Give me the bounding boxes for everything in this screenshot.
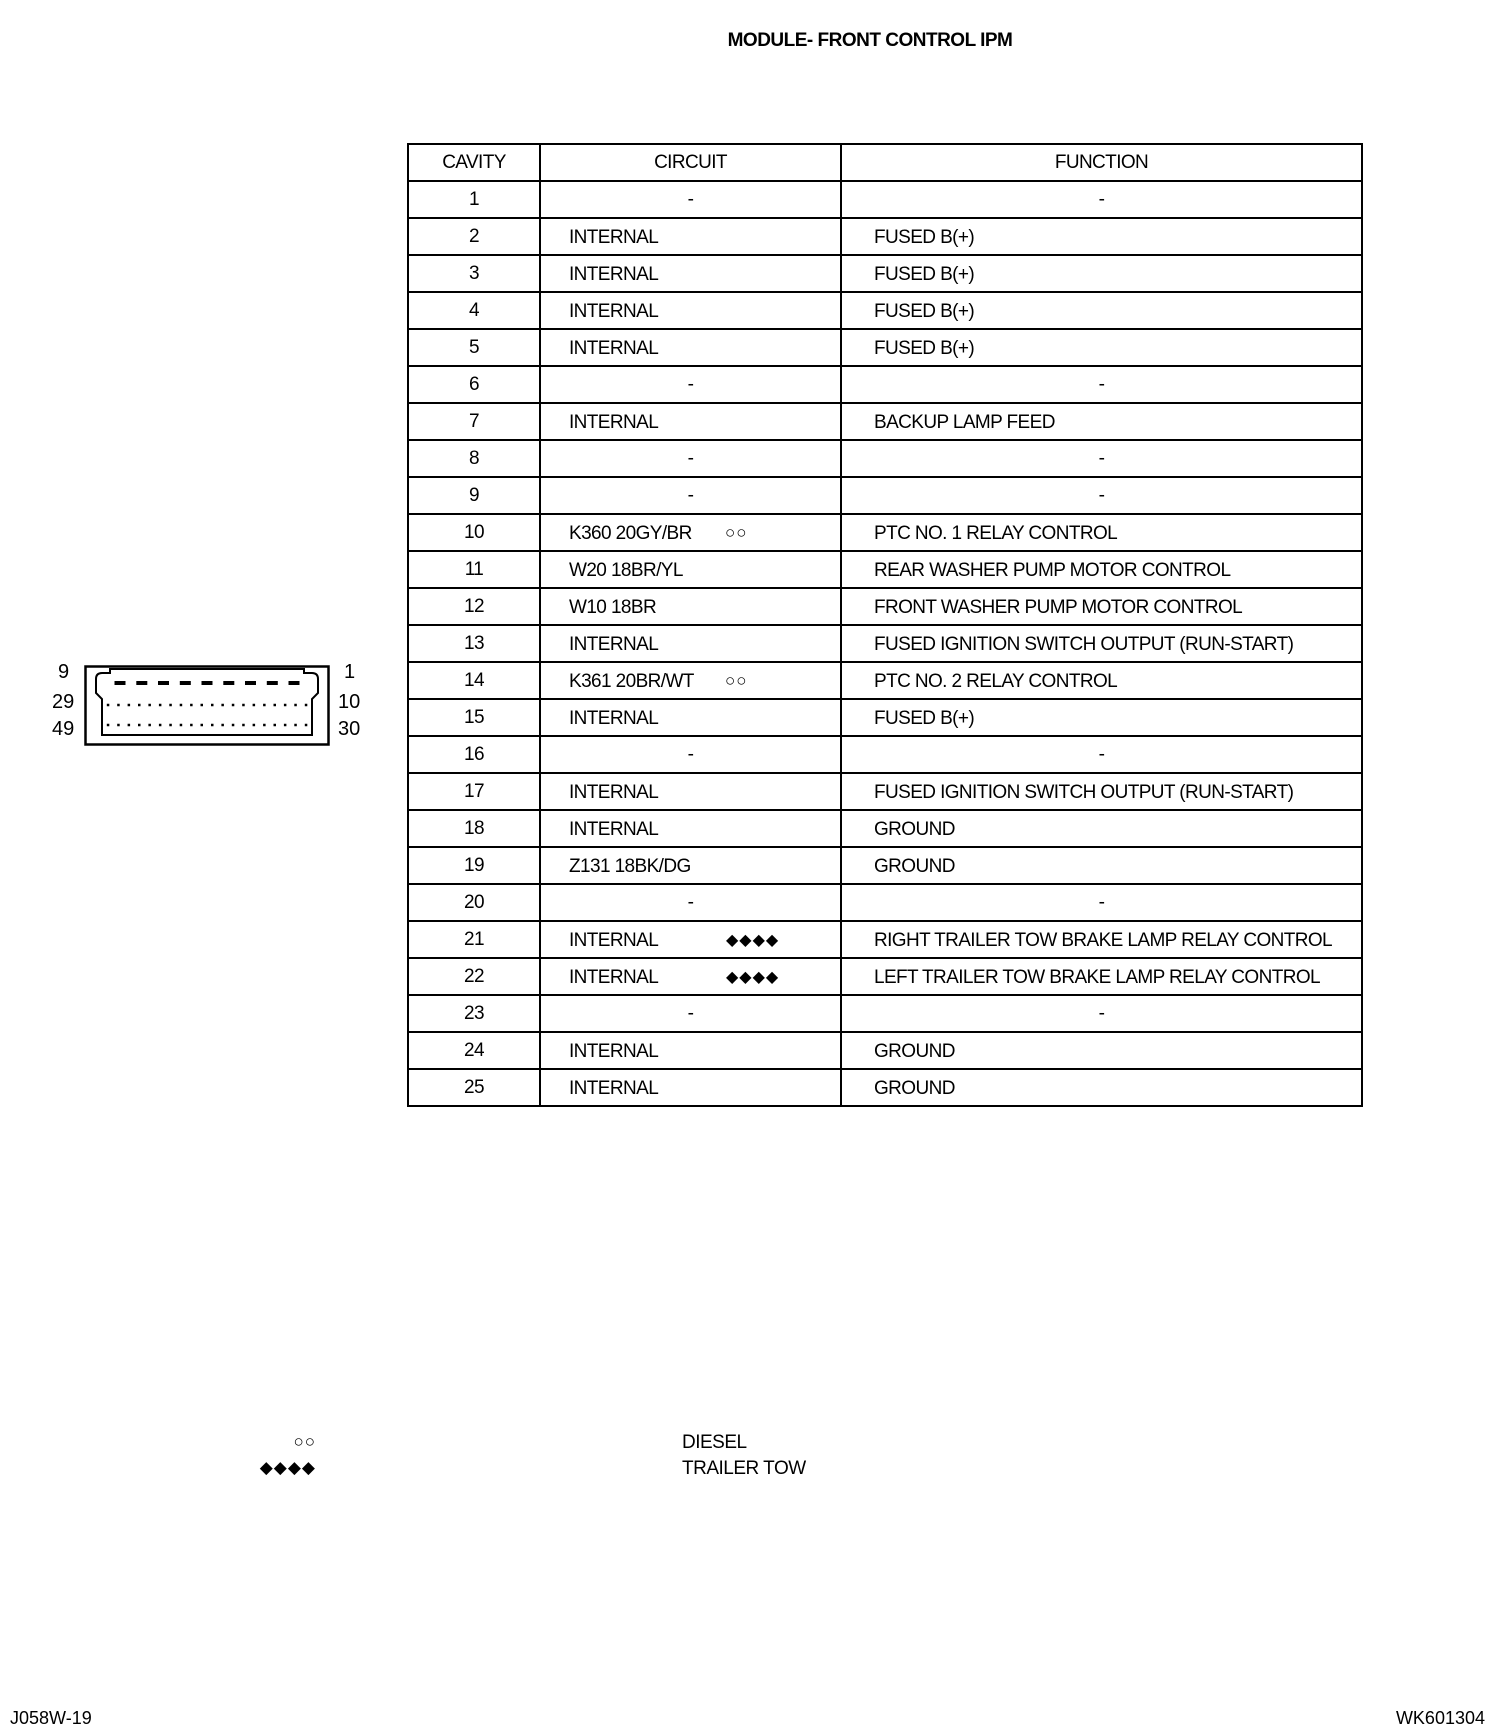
cavity-cell: 6 (408, 366, 540, 403)
circuit-text: INTERNAL (569, 708, 659, 729)
circuit-cell (540, 625, 841, 662)
table-row (408, 255, 1362, 292)
circuit-text: INTERNAL (569, 227, 659, 248)
circuit-cell: - (540, 477, 841, 514)
function-cell (841, 551, 1362, 588)
connector-pin (169, 704, 172, 707)
connector-pin (223, 681, 234, 685)
connector-pin (159, 704, 162, 707)
circuit-text: INTERNAL (569, 819, 659, 840)
connector-face (84, 665, 330, 747)
cavity-cell: 5 (408, 329, 540, 366)
connector-pin (202, 681, 213, 685)
connector-pin (294, 724, 297, 727)
circuit-text: INTERNAL (569, 1041, 659, 1062)
circuit-cell (540, 773, 841, 810)
connector-pin (284, 704, 287, 707)
connector-pin-row-bottom (107, 724, 307, 727)
cavity-cell: 11 (408, 551, 540, 588)
function-text: FRONT WASHER PUMP MOTOR CONTROL (874, 597, 1243, 618)
connector-pin (221, 704, 224, 707)
circuit-text: W10 18BR (569, 597, 657, 618)
cavity-cell: 15 (408, 699, 540, 736)
function-text: FUSED B(+) (874, 301, 975, 322)
circuit-cell (540, 551, 841, 588)
table-row (408, 699, 1362, 736)
function-text: FUSED B(+) (874, 264, 975, 285)
function-cell (841, 662, 1362, 699)
circuit-text: INTERNAL (569, 412, 659, 433)
circuit-cell (540, 514, 841, 551)
circuit-text: W20 18BR/YL (569, 560, 683, 581)
cavity-cell: 21 (408, 921, 540, 958)
connector-pin (107, 704, 110, 707)
connector-pin-row-top (115, 681, 300, 685)
connector-pin (117, 724, 120, 727)
connector-pin (263, 724, 266, 727)
connector-pin (242, 724, 245, 727)
function-cell: - (841, 440, 1362, 477)
cavity-cell: 4 (408, 292, 540, 329)
function-text: BACKUP LAMP FEED (874, 412, 1055, 433)
table-row (408, 366, 1362, 403)
circuit-cell: - (540, 884, 841, 921)
function-cell: - (841, 181, 1362, 218)
legend-label: TRAILER TOW (682, 1458, 806, 1479)
circuit-cell: - (540, 736, 841, 773)
circuit-cell (540, 921, 841, 958)
function-text: FUSED B(+) (874, 338, 975, 359)
table-row (408, 1069, 1362, 1106)
connector-pin (136, 681, 147, 685)
circuit-cell (540, 1069, 841, 1106)
function-cell (841, 588, 1362, 625)
function-text: FUSED B(+) (874, 708, 975, 729)
circuit-cell: - (540, 366, 841, 403)
function-cell: - (841, 884, 1362, 921)
connector-pin (201, 724, 204, 727)
connector-pin (180, 681, 191, 685)
table-row (408, 625, 1362, 662)
circuit-cell (540, 662, 841, 699)
cavity-cell: 14 (408, 662, 540, 699)
function-cell (841, 921, 1362, 958)
cavity-cell: 7 (408, 403, 540, 440)
table-row (408, 477, 1362, 514)
connector-pin (284, 724, 287, 727)
function-cell (841, 329, 1362, 366)
table-row (408, 329, 1362, 366)
table-row (408, 662, 1362, 699)
connector-pin (305, 724, 308, 727)
connector-label-right-bottom: 30 (338, 718, 361, 740)
cavity-cell: 9 (408, 477, 540, 514)
cavity-cell: 1 (408, 181, 540, 218)
connector-pin (274, 724, 277, 727)
connector-pin (128, 704, 131, 707)
connector-label-left-top: 9 (58, 661, 70, 683)
function-text: FUSED B(+) (874, 227, 975, 248)
table-row (408, 773, 1362, 810)
connector-pin (242, 704, 245, 707)
connector-pin (117, 704, 120, 707)
table-row (408, 921, 1362, 958)
circuit-cell (540, 218, 841, 255)
function-cell (841, 773, 1362, 810)
circuit-text: INTERNAL (569, 1078, 659, 1099)
connector-label-left-bottom: 49 (52, 718, 75, 740)
connector-pin (169, 724, 172, 727)
circuit-text: INTERNAL (569, 782, 659, 803)
circle-pair-icon: ○○ (293, 1432, 316, 1451)
table-row (408, 292, 1362, 329)
cavity-cell: 17 (408, 773, 540, 810)
function-cell (841, 514, 1362, 551)
function-cell (841, 292, 1362, 329)
function-text: FUSED IGNITION SWITCH OUTPUT (RUN-START) (874, 634, 1294, 655)
cavity-cell: 2 (408, 218, 540, 255)
diesel-marker-icon: ○○ (725, 671, 748, 690)
function-text: GROUND (874, 819, 955, 840)
function-cell: - (841, 366, 1362, 403)
connector-label-right-mid: 10 (338, 691, 361, 713)
circuit-cell (540, 403, 841, 440)
function-cell (841, 625, 1362, 662)
circuit-cell (540, 699, 841, 736)
figure-id-right: WK601304 (1395, 1708, 1485, 1728)
connector-pin (294, 704, 297, 707)
circuit-text: INTERNAL (569, 967, 659, 988)
function-cell (841, 810, 1362, 847)
cavity-cell: 24 (408, 1032, 540, 1069)
circuit-text: INTERNAL (569, 338, 659, 359)
circuit-cell (540, 847, 841, 884)
circuit-cell (540, 958, 841, 995)
circuit-cell (540, 1032, 841, 1069)
table-row (408, 514, 1362, 551)
function-cell: - (841, 736, 1362, 773)
function-text: PTC NO. 2 RELAY CONTROL (874, 671, 1118, 692)
pinout-table (407, 143, 1363, 1107)
table-header-row (408, 144, 1362, 181)
circuit-text: INTERNAL (569, 634, 659, 655)
cavity-cell: 3 (408, 255, 540, 292)
circuit-cell (540, 255, 841, 292)
table-row (408, 181, 1362, 218)
connector-pin (138, 704, 141, 707)
circuit-cell (540, 810, 841, 847)
cavity-cell: 25 (408, 1069, 540, 1106)
connector-pin (180, 704, 183, 707)
cavity-cell: 12 (408, 588, 540, 625)
connector-pin (180, 724, 183, 727)
function-cell (841, 1032, 1362, 1069)
circuit-cell: - (540, 440, 841, 477)
connector-pin (232, 704, 235, 707)
function-text: RIGHT TRAILER TOW BRAKE LAMP RELAY CONTROL (874, 930, 1333, 951)
header-circuit: CIRCUIT (540, 144, 841, 181)
circuit-cell: - (540, 995, 841, 1032)
circuit-text: INTERNAL (569, 264, 659, 285)
function-text: GROUND (874, 856, 955, 877)
table-row (408, 884, 1362, 921)
connector-pin (289, 681, 300, 685)
circuit-text: K360 20GY/BR (569, 523, 692, 544)
diamond-row-icon: ◆◆◆◆ (259, 1458, 316, 1477)
connector-pin (274, 704, 277, 707)
circuit-cell: - (540, 181, 841, 218)
function-text: REAR WASHER PUMP MOTOR CONTROL (874, 560, 1231, 581)
connector-pin (148, 724, 151, 727)
cavity-cell: 22 (408, 958, 540, 995)
connector-pin (221, 724, 224, 727)
circuit-text: INTERNAL (569, 301, 659, 322)
connector-pin (253, 704, 256, 707)
cavity-cell: 19 (408, 847, 540, 884)
header-function: FUNCTION (841, 144, 1362, 181)
function-cell (841, 403, 1362, 440)
circuit-cell (540, 292, 841, 329)
cavity-cell: 13 (408, 625, 540, 662)
table-row (408, 847, 1362, 884)
function-cell (841, 1069, 1362, 1106)
cavity-cell: 10 (408, 514, 540, 551)
function-cell (841, 255, 1362, 292)
connector-pin (190, 704, 193, 707)
table-row (408, 736, 1362, 773)
cavity-cell: 18 (408, 810, 540, 847)
function-text: PTC NO. 1 RELAY CONTROL (874, 523, 1118, 544)
table-row (408, 551, 1362, 588)
connector-pin (128, 724, 131, 727)
connector-pin (159, 724, 162, 727)
connector-pin (201, 704, 204, 707)
table-row (408, 958, 1362, 995)
cavity-cell: 16 (408, 736, 540, 773)
function-cell: - (841, 477, 1362, 514)
diesel-marker-icon: ○○ (725, 523, 748, 542)
table-row (408, 218, 1362, 255)
circuit-text: K361 20BR/WT (569, 671, 694, 692)
connector-pin-row-middle (107, 704, 307, 707)
function-cell (841, 847, 1362, 884)
cavity-cell: 8 (408, 440, 540, 477)
table-row (408, 403, 1362, 440)
header-cavity: CAVITY (408, 144, 540, 181)
connector-pin (107, 724, 110, 727)
function-cell: - (841, 995, 1362, 1032)
connector-pin (115, 681, 126, 685)
table-row (408, 588, 1362, 625)
function-cell (841, 699, 1362, 736)
connector-pin (263, 704, 266, 707)
connector-pin (245, 681, 256, 685)
connector-pin (305, 704, 308, 707)
function-text: GROUND (874, 1041, 955, 1062)
function-text: FUSED IGNITION SWITCH OUTPUT (RUN-START) (874, 782, 1294, 803)
connector-pin (158, 681, 169, 685)
table-row (408, 440, 1362, 477)
connector-label-right-top: 1 (344, 661, 356, 683)
table-row (408, 995, 1362, 1032)
cavity-cell: 23 (408, 995, 540, 1032)
function-text: GROUND (874, 1078, 955, 1099)
connector-outline (86, 667, 329, 745)
table-row (408, 1032, 1362, 1069)
function-cell (841, 958, 1362, 995)
function-text: LEFT TRAILER TOW BRAKE LAMP RELAY CONTROL (874, 967, 1320, 988)
trailer-tow-marker-icon: ◆◆◆◆ (726, 932, 780, 949)
connector-pin (253, 724, 256, 727)
function-cell (841, 218, 1362, 255)
connector-label-left-mid: 29 (52, 691, 75, 713)
connector-pin (190, 724, 193, 727)
circuit-text: INTERNAL (569, 930, 659, 951)
connector-pin (138, 724, 141, 727)
figure-id-left: J058W-19 (10, 1708, 92, 1728)
circuit-cell (540, 329, 841, 366)
cavity-cell: 20 (408, 884, 540, 921)
connector-pin (232, 724, 235, 727)
connector-pin (148, 704, 151, 707)
diagram-title: MODULE- FRONT CONTROL IPM (727, 30, 1013, 51)
table-body (408, 181, 1362, 1106)
connector-pin (211, 724, 214, 727)
circuit-text: Z131 18BK/DG (569, 856, 691, 877)
circuit-cell (540, 588, 841, 625)
trailer-tow-marker-icon: ◆◆◆◆ (726, 969, 780, 986)
table-row (408, 810, 1362, 847)
legend-label: DIESEL (682, 1432, 747, 1453)
connector-pin (211, 704, 214, 707)
connector-pin (267, 681, 278, 685)
